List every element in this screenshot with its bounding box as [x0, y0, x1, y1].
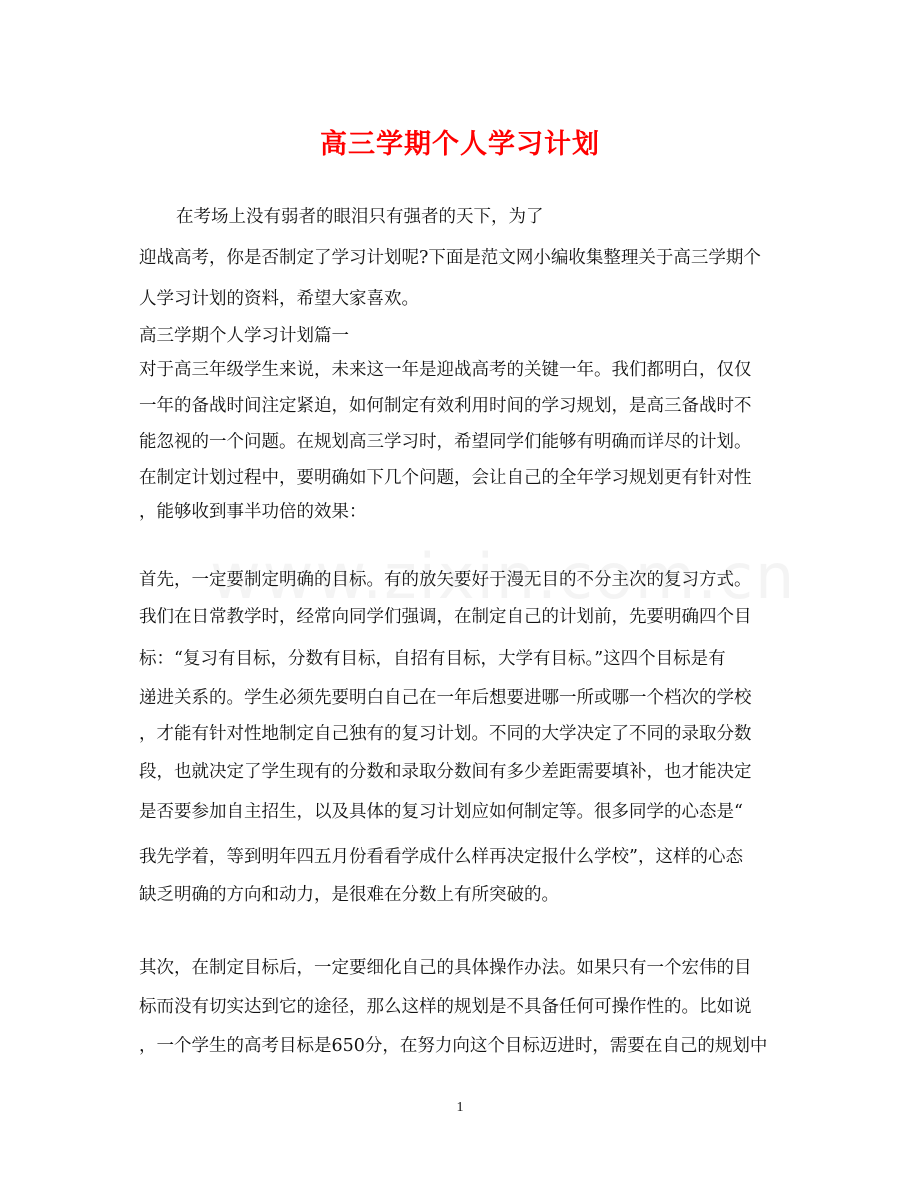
text-line: 递进关系的。学生必须先要明白自己在一年后想要进哪一所或哪一个档次的学校: [139, 688, 752, 708]
text-line: 迎战高考，你是否制定了学习计划呢?下面是范文网小编收集整理关于高三学期个: [139, 248, 761, 268]
text-line: 人学习计划的资料，希望大家喜欢。: [139, 289, 419, 309]
document-title: 高三学期个人学习计划: [320, 129, 600, 160]
text-line: 首先，一定要制定明确的目标。有的放矢要好于漫无目的不分主次的复习方式。: [139, 570, 752, 590]
text-line: 其次，在制定目标后，一定要细化自己的具体操作办法。如果只有一个宏伟的目: [139, 958, 752, 978]
text-line: 是否要参加自主招生，以及具体的复习计划应如何制定等。很多同学的心态是“: [139, 802, 743, 822]
text-line: ，一个学生的高考目标是650分，在努力向这个目标迈进时，需要在自己的规划中: [139, 1036, 768, 1056]
text-line: 能忽视的一个问题。在规划高三学习时，希望同学们能够有明确而详尽的计划。: [139, 432, 752, 452]
text-line: 标：“复习有目标，分数有目标，自招有目标，大学有目标。”这四个目标是有: [139, 649, 726, 669]
text-line: ，能够收到事半功倍的效果：: [139, 502, 367, 522]
text-line: ，才能有针对性地制定自己独有的复习计划。不同的大学决定了不同的录取分数: [139, 724, 752, 744]
section-heading: 高三学期个人学习计划篇一: [139, 326, 349, 346]
text-line: 标而没有切实达到它的途径，那么这样的规划是不具备任何可操作性的。比如说: [139, 997, 752, 1017]
text-line: 一年的备战时间注定紧迫，如何制定有效利用时间的学习规划，是高三备战时不: [139, 396, 752, 416]
text-line: 对于高三年级学生来说，未来这一年是迎战高考的关键一年。我们都明白，仅仅: [139, 360, 752, 380]
text-line: 在制定计划过程中，要明确如下几个问题，会让自己的全年学习规划更有针对性: [139, 468, 752, 488]
text-line: 我先学着，等到明年四五月份看看学成什么样再决定报什么学校”，这样的心态: [139, 847, 743, 867]
text-line: 段，也就决定了学生现有的分数和录取分数间有多少差距需要填补，也才能决定: [139, 762, 752, 782]
text-line: 我们在日常教学时，经常向同学们强调，在制定自己的计划前，先要明确四个目: [139, 607, 752, 627]
text-line: 缺乏明确的方向和动力，是很难在分数上有所突破的。: [139, 885, 559, 905]
page-number: 1: [456, 1100, 464, 1115]
text-line: 在考场上没有弱者的眼泪只有强者的天下，为了: [176, 207, 544, 227]
